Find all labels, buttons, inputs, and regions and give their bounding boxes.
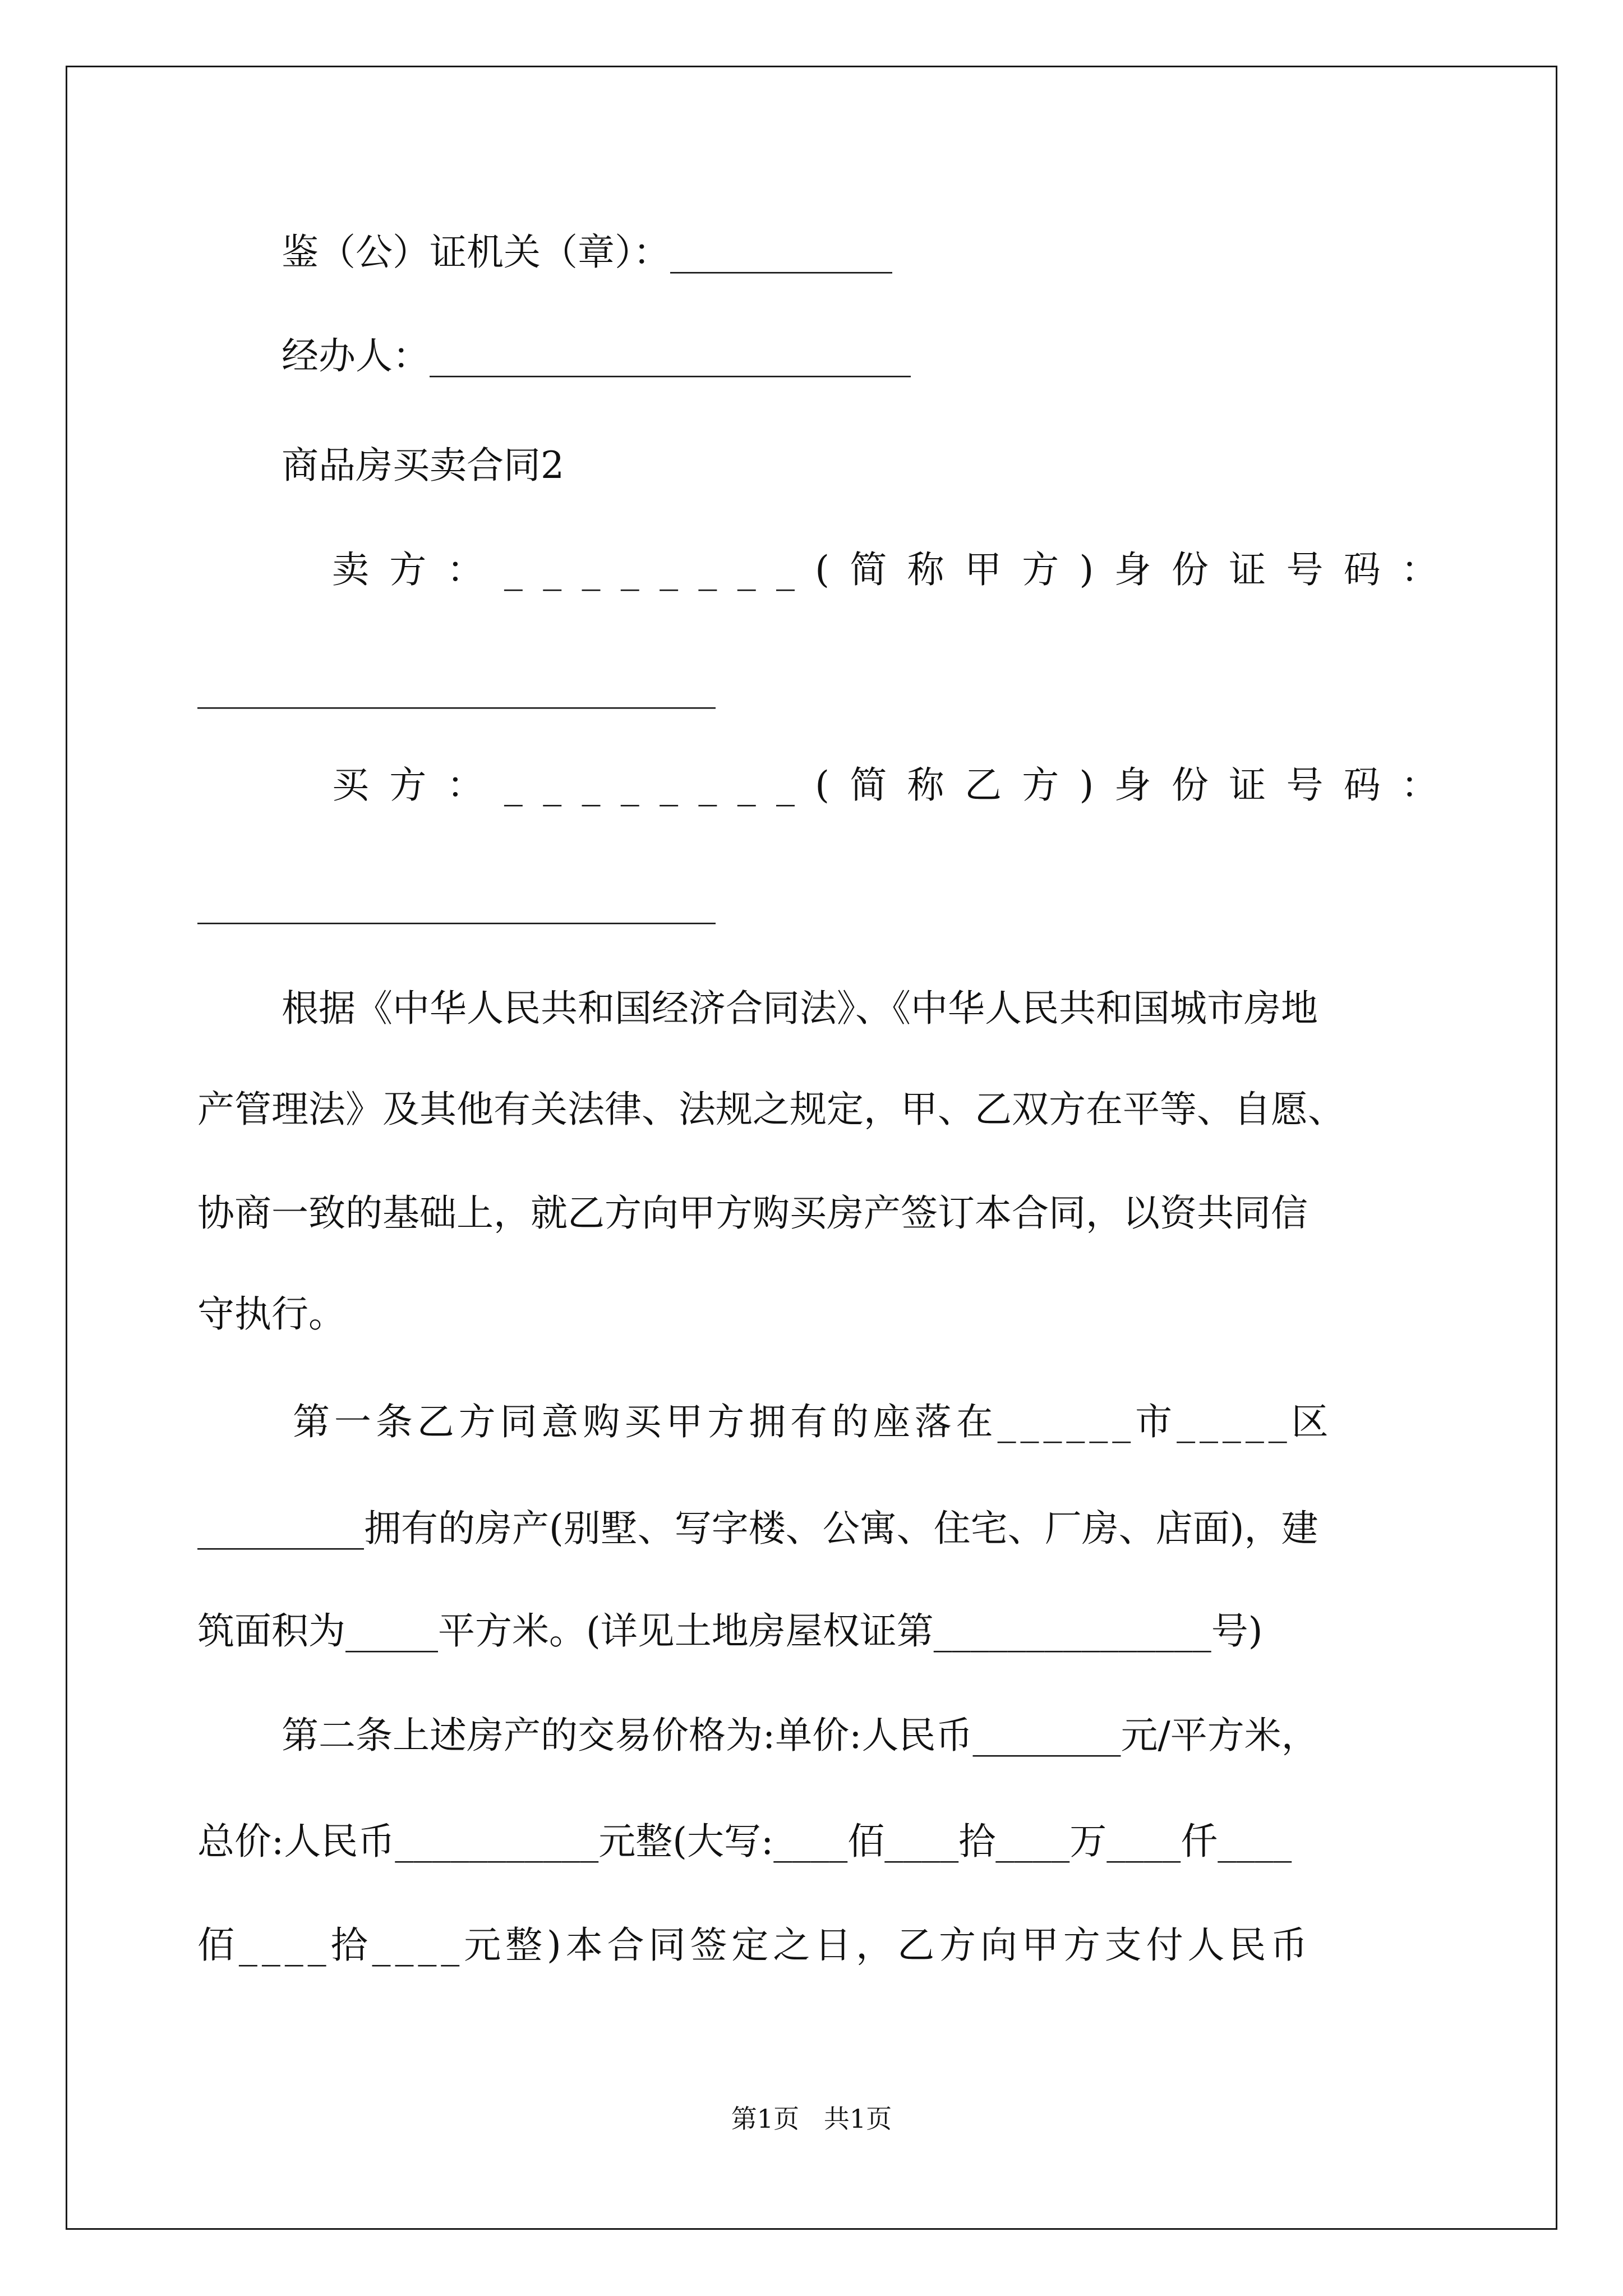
article-1-line-2: _________拥有的房产(别墅、写字楼、公寓、住宅、厂房、店面)，建 [197, 1507, 1318, 1550]
buyer-line: 买方：________(简称乙方)身份证号码： [332, 763, 1459, 807]
preamble-line-2: 产管理法》及其他有关法律、法规之规定，甲、乙双方在平等、自愿、 [197, 1088, 1345, 1131]
notary-line: 鉴（公）证机关（章）：____________ [282, 231, 892, 274]
page-border [66, 66, 1557, 2230]
seller-line: 卖方：________(简称甲方)身份证号码： [332, 548, 1459, 591]
page-footer: 第1页 共1页 [731, 2104, 892, 2134]
article-2-line-2: 总价:人民币___________元整(大写:____佰____拾____万____仟____ [197, 1820, 1292, 1863]
article-2-line-3: 佰____拾____元整)本合同签定之日，乙方向甲方支付人民币 [197, 1924, 1312, 1967]
handler-line: 经办人：__________________________ [282, 334, 911, 378]
contract-title: 商品房买卖合同2 [282, 444, 564, 487]
preamble-line-1: 根据《中华人民共和国经济合同法》、《中华人民共和国城市房地 [282, 987, 1318, 1030]
buyer-id-blank: ____________________________ [197, 881, 716, 924]
preamble-line-4: 守执行。 [197, 1292, 345, 1336]
article-1-line-3: 筑面积为_____平方米。(详见土地房屋权证第_______________号) [197, 1609, 1263, 1653]
preamble-line-3: 协商一致的基础上，就乙方向甲方购买房产签订本合同，以资共同信 [197, 1191, 1308, 1235]
article-1-line-1: 第一条乙方同意购买甲方拥有的座落在______市_____区 [293, 1400, 1333, 1443]
article-2-line-1: 第二条上述房产的交易价格为:单价:人民币________元/平方米， [282, 1714, 1318, 1757]
seller-id-blank: ____________________________ [197, 666, 716, 709]
